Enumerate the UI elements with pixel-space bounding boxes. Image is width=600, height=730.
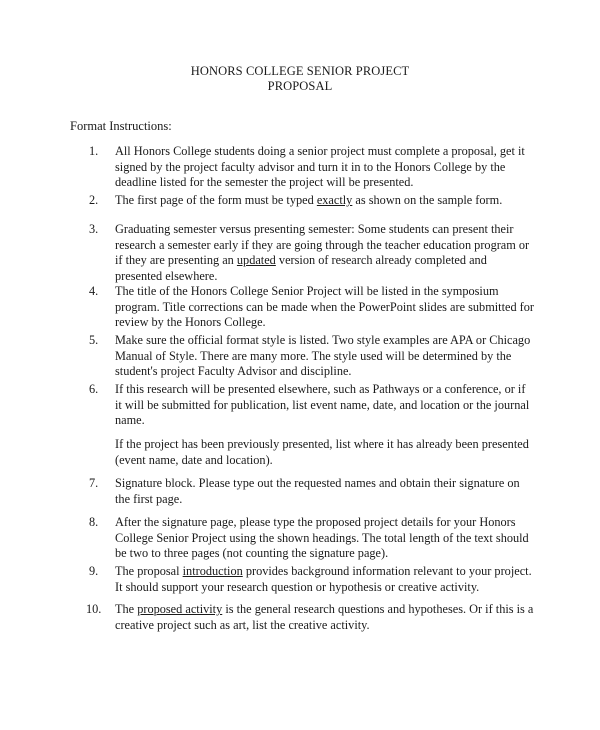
document-title [0, 64, 600, 94]
item-number: 7. [89, 476, 99, 490]
item-number: 2. [89, 193, 99, 207]
item-text: The proposed activity is the general research questions and hypotheses. Or if this is a creative project such as art, list the creative activity. [115, 602, 534, 632]
item-text: If the project has been previously presented, list where it has already been presented (event name, date and location). [115, 437, 529, 467]
item-number: 5. [89, 333, 99, 347]
item-text: The proposal introduction provides background information relevant to your project. It should support your research question or hypothesis or creative activity. [115, 564, 532, 594]
title-line-2: PROPOSAL [267, 79, 333, 93]
item-number: 8. [89, 515, 99, 529]
item-text: Graduating semester versus presenting semester: Some students can present their research a semester early if they are going through the teacher education program or if they are presenting an updated version of research already completed and presented elsewhere. [115, 222, 530, 283]
item-number: 1. [89, 144, 99, 158]
underlined-word: updated [236, 253, 276, 267]
item-number: 10. [86, 602, 102, 616]
item-text: The title of the Honors College Senior Project will be listed in the symposium program. Title corrections can be made when the PowerPoint slides are submitted for review by the Honors College. [115, 284, 535, 329]
item-number: 6. [89, 382, 99, 396]
item-text: The first page of the form must be typed exactly as shown on the sample form. [115, 193, 503, 207]
item-text: After the signature page, please type the proposed project details for your Honors College Senior Project using the shown headings. The total length of the text should be two to three pages (not counting the signature page). [115, 515, 529, 560]
item-text: All Honors College students doing a senior project must complete a proposal, get it signed by the project faculty advisor and turn it in to the Honors College by the deadline listed for the semester the project will be presented. [115, 144, 525, 189]
title-line-1: HONORS COLLEGE SENIOR PROJECT [190, 64, 410, 78]
underlined-word: exactly [316, 193, 353, 207]
item-number: 9. [89, 564, 99, 578]
format-instructions-label: Format Instructions: [70, 119, 172, 133]
item-number: 4. [89, 284, 99, 298]
underlined-word: proposed activity [137, 602, 223, 616]
underlined-word: introduction [182, 564, 243, 578]
item-text: Signature block. Please type out the requested names and obtain their signature on the first page. [115, 476, 520, 506]
item-text: Make sure the official format style is listed. Two style examples are APA or Chicago Manual of Style. There are many more. The style used will be determined by the student's project Faculty Advisor and discipline. [115, 333, 531, 378]
item-number: 3. [89, 222, 99, 236]
item-text: If this research will be presented elsewhere, such as Pathways or a conference, or if it will be submitted for publication, list event name, date, and location or the journal name. [115, 382, 530, 427]
